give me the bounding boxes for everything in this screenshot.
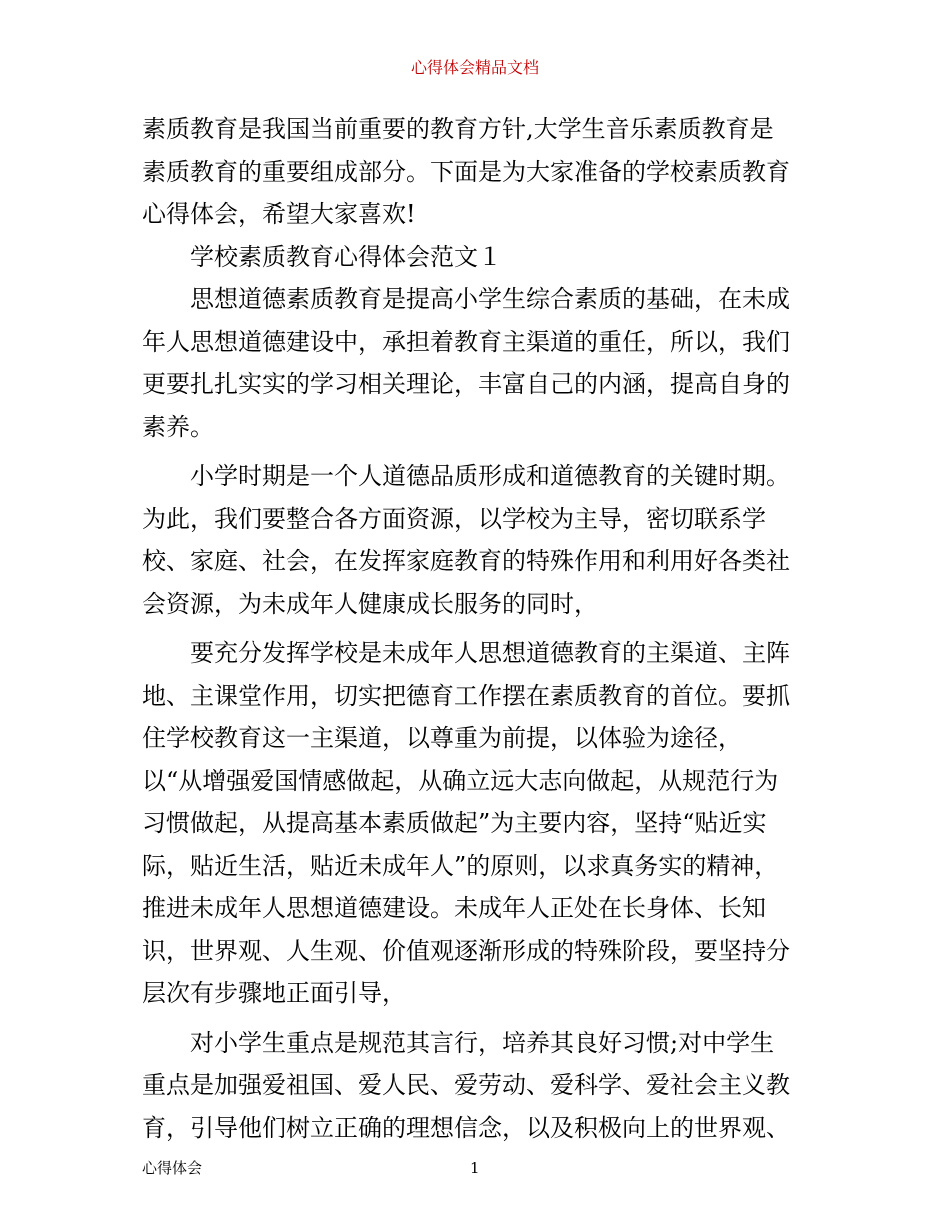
section-heading xyxy=(142,236,814,279)
text-line: 素质教育的重要组成部分。下面是为大家准备的学校素质教育 xyxy=(142,157,790,186)
text-line: 为此，我们要整合各方面资源，以学校为主导，密切联系学 xyxy=(142,504,766,533)
text-line: 以“从增强爱国情感做起，从确立远大志向做起，从规范行为 xyxy=(142,766,779,795)
intro-paragraph xyxy=(142,108,814,236)
text-line: 素质教育是我国当前重要的教育方针,大学生音乐素质教育是 xyxy=(142,115,774,143)
text-line: 校、家庭、社会，在发挥家庭教育的特殊作用和利用好各类社 xyxy=(142,547,790,575)
text-line: 地、主课堂作用，切实把德育工作摆在素质教育的首位。要抓 xyxy=(142,681,790,710)
document-body xyxy=(142,108,814,1149)
text-line: 会资源，为未成年人健康成长服务的同时， xyxy=(142,589,598,618)
text-line: 育，引导他们树立正确的理想信念，以及积极向上的世界观、 xyxy=(142,1113,790,1142)
page-number: 1 xyxy=(470,1159,480,1177)
text-line: 识，世界观、人生观、价值观逐渐形成的特殊阶段，要坚持分 xyxy=(142,936,790,965)
body-paragraph xyxy=(142,455,814,625)
text-line: 习惯做起，从提高基本素质做起”为主要内容，坚持“贴近实 xyxy=(142,809,767,837)
body-paragraph xyxy=(142,278,814,448)
text-line: 对小学生重点是规范其言行，培养其良好习惯;对中学生 xyxy=(190,1028,775,1057)
document-header-title: 心得体会精品文档 xyxy=(410,58,539,77)
text-line: 年人思想道德建设中，承担着教育主渠道的重任，所以，我们 xyxy=(142,327,790,356)
text-line: 素养。 xyxy=(142,412,214,441)
text-line: 要充分发挥学校是未成年人思想道德教育的主渠道、主阵 xyxy=(190,639,790,667)
text-line: 更要扎扎实实的学习相关理论，丰富自己的内涵，提高自身的 xyxy=(142,370,790,398)
body-paragraph xyxy=(142,632,814,1015)
text-line: 重点是加强爱祖国、爱人民、爱劳动、爱科学、爱社会主义教 xyxy=(142,1071,790,1099)
section-heading-text: 学校素质教育心得体会范文１ xyxy=(190,242,502,271)
text-line: 心得体会，希望大家喜欢! xyxy=(142,200,416,228)
text-line: 层次有步骤地正面引导， xyxy=(142,979,406,1007)
footer-label: 心得体会 xyxy=(142,1159,203,1177)
text-line: 思想道德素质教育是提高小学生综合素质的基础，在未成 xyxy=(190,285,790,313)
text-line: 小学时期是一个人道德品质形成和道德教育的关键时期。 xyxy=(190,462,790,490)
text-line: 际，贴近生活，贴近未成年人”的原则，以求真务实的精神， xyxy=(142,851,779,880)
text-line: 住学校教育这一主渠道，以尊重为前提，以体验为途径， xyxy=(142,724,742,752)
body-paragraph xyxy=(142,1022,814,1150)
text-line: 推进未成年人思想道德建设。未成年人正处在长身体、长知 xyxy=(142,894,766,922)
